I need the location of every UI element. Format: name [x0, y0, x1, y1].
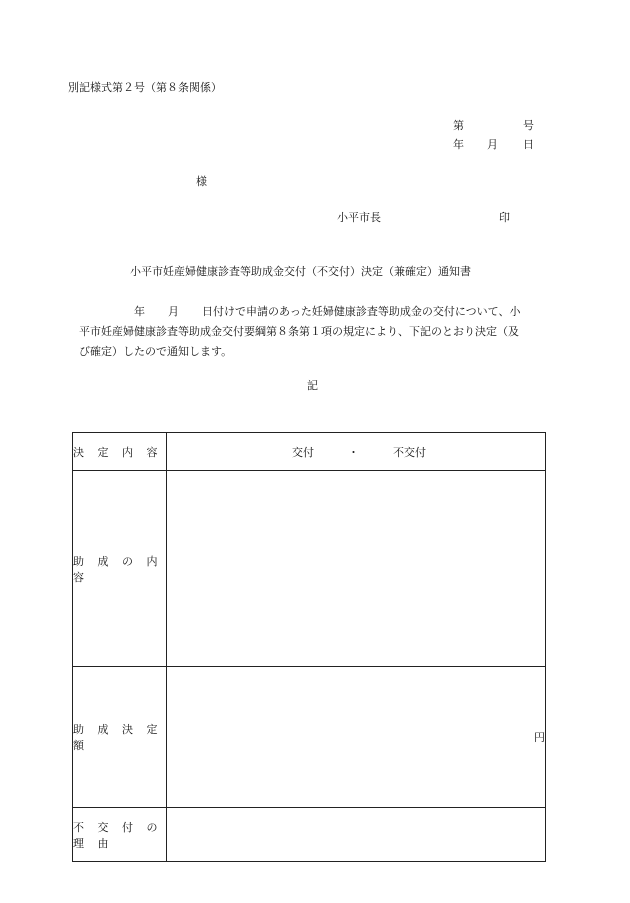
ki-heading: 記 — [307, 379, 318, 392]
table-row — [73, 471, 546, 667]
label-decision: 決 定 内 容 — [73, 433, 167, 471]
body-year: 年 — [134, 305, 145, 318]
body-line-1 — [79, 302, 547, 322]
yen-unit: 円 — [534, 731, 545, 744]
body-line-3: び確定）したので通知します。 — [79, 345, 233, 358]
table-row — [73, 433, 546, 471]
option-no-grant: 不交付 — [393, 445, 426, 459]
decision-value — [167, 433, 546, 471]
decision-options — [167, 444, 545, 460]
label-content: 助 成 の 内 容 — [73, 471, 167, 667]
option-separator: ・ — [348, 445, 359, 459]
addressee-sama: 様 — [196, 175, 207, 188]
sender-name: 小平市長 — [337, 211, 381, 224]
option-grant: 交付 — [292, 445, 314, 459]
table-row — [73, 667, 546, 808]
form-number: 別記様式第２号（第８条関係） — [68, 81, 222, 94]
date-year: 年 — [453, 138, 464, 151]
label-amount: 助 成 決 定 額 — [73, 667, 167, 808]
amount-value — [167, 667, 546, 808]
reason-value — [167, 808, 546, 862]
body-month: 月 — [168, 305, 179, 318]
body-line-2: 平市妊産婦健康診査等助成金交付要綱第８条第１項の規定により、下記のとおり決定（及 — [79, 325, 519, 338]
number-dai: 第 — [453, 119, 464, 132]
number-go: 号 — [523, 119, 534, 132]
date-day: 日 — [523, 138, 534, 151]
document-title: 小平市妊産婦健康診査等助成金交付（不交付）決定（兼確定）通知書 — [130, 265, 471, 278]
label-reason: 不 交 付 の 理 由 — [73, 808, 167, 862]
body-text — [79, 302, 547, 362]
body-line-1-text: 日付けで申請のあった妊婦健康診査等助成金の交付について、小 — [202, 305, 521, 318]
seal-mark: 印 — [499, 211, 510, 224]
date-month: 月 — [487, 138, 498, 151]
table-row — [73, 808, 546, 862]
content-value — [167, 471, 546, 667]
decision-table — [72, 432, 546, 862]
